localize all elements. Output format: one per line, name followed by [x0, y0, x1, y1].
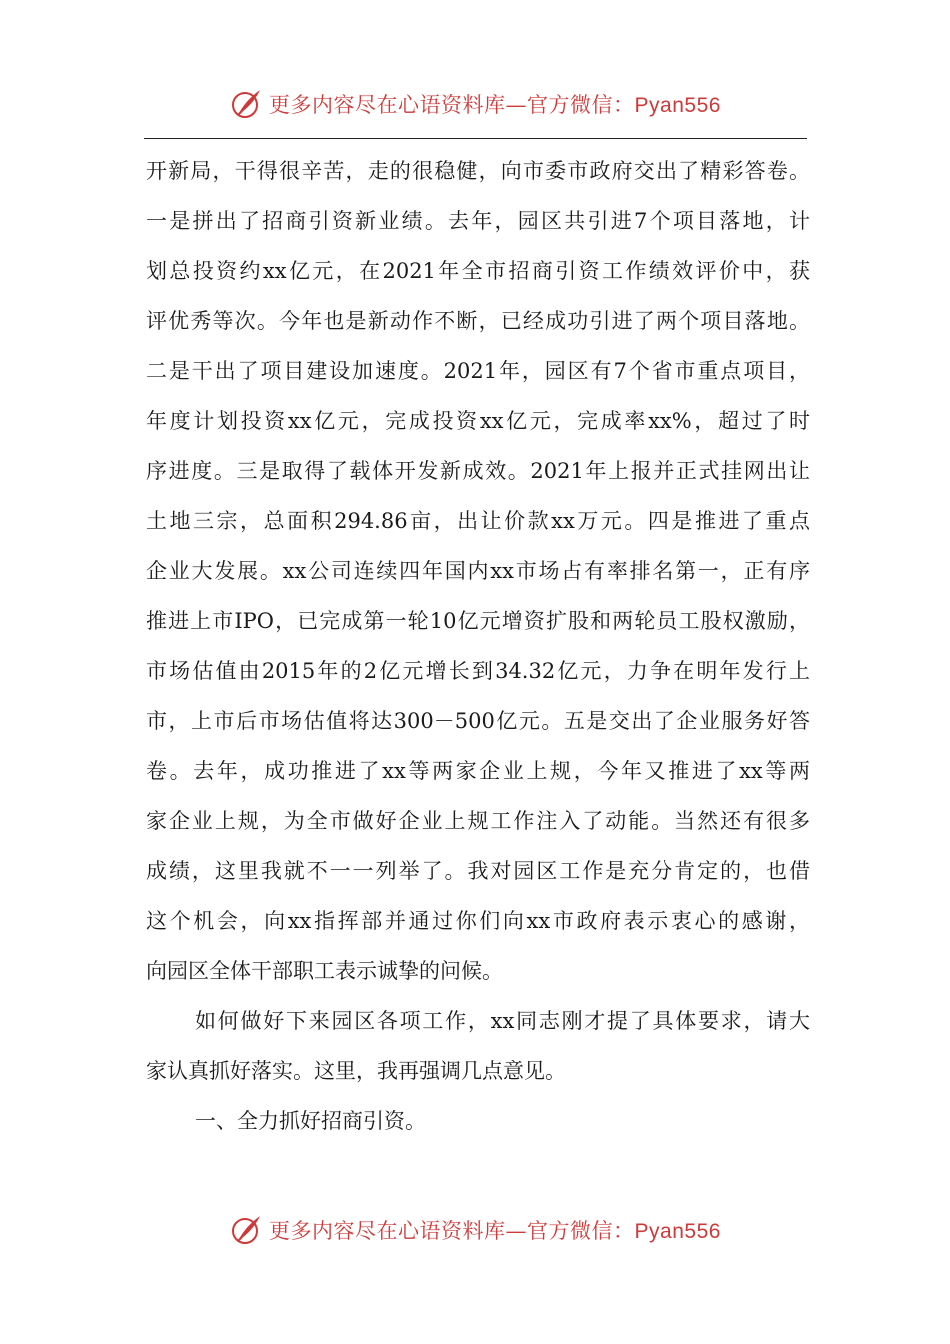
text-line: 企业大发展。xx公司连续四年国内xx市场占有率排名第一，正有序 — [146, 559, 810, 583]
text-line: 二是干出了项目建设加速度。2021年，园区有7个省市重点项目， — [146, 359, 810, 383]
text-line: 这个机会，向xx指挥部并通过你们向xx市政府表示衷心的感谢， — [146, 909, 810, 933]
header-banner-cn: 更多内容尽在心语资料库—官方微信： — [269, 93, 635, 117]
footer-banner-wechat-id: Pyan556 — [634, 1220, 721, 1243]
text-line: 家认真抓好落实。这里，我再强调几点意见。 — [146, 1059, 566, 1083]
text-line: 土地三宗，总面积294.86亩，出让价款xx万元。四是推进了重点 — [146, 509, 810, 533]
text-line: 成绩，这里我就不一一列举了。我对园区工作是充分肯定的，也借 — [146, 859, 810, 883]
text-line: 划总投资约xx亿元，在2021年全市招商引资工作绩效评价中，获 — [146, 259, 810, 283]
text-line: 年度计划投资xx亿元，完成投资xx亿元，完成率xx%，超过了时 — [146, 409, 810, 433]
text-line: 市，上市后市场估值将达300－500亿元。五是交出了企业服务好答 — [146, 709, 810, 733]
footer-banner-cn: 更多内容尽在心语资料库—官方微信： — [269, 1219, 635, 1243]
quill-pen-circle-icon — [229, 1212, 265, 1248]
text-line: 向园区全体干部职工表示诚挚的问候。 — [146, 959, 503, 983]
text-line: 市场估值由2015年的2亿元增长到34.32亿元，力争在明年发行上 — [146, 659, 810, 683]
header-divider — [144, 138, 807, 139]
text-line: 开新局，干得很辛苦，走的很稳健，向市委市政府交出了精彩答卷。 — [146, 159, 810, 183]
section-heading: 一、全力抓好招商引资。 — [195, 1109, 426, 1133]
text-line: 评优秀等次。今年也是新动作不断，已经成功引进了两个项目落地。 — [146, 309, 810, 333]
quill-pen-circle-icon — [229, 86, 265, 122]
paragraph-first-line: 如何做好下来园区各项工作，xx同志刚才提了具体要求，请大 — [195, 1009, 810, 1033]
header-banner — [0, 84, 950, 124]
text-line: 推进上市IPO，已完成第一轮10亿元增资扩股和两轮员工股权激励， — [146, 609, 810, 633]
text-line: 家企业上规，为全市做好企业上规工作注入了动能。当然还有很多 — [146, 809, 810, 833]
text-line: 序进度。三是取得了载体开发新成效。2021年上报并正式挂网出让 — [146, 459, 810, 483]
text-line: 卷。去年，成功推进了xx等两家企业上规，今年又推进了xx等两 — [146, 759, 810, 783]
header-banner-text — [269, 89, 721, 119]
document-body — [146, 146, 810, 1146]
header-banner-wechat-id: Pyan556 — [634, 94, 721, 117]
footer-banner-text — [269, 1215, 721, 1245]
text-line: 一是拼出了招商引资新业绩。去年，园区共引进7个项目落地，计 — [146, 209, 810, 233]
footer-banner — [0, 1210, 950, 1250]
